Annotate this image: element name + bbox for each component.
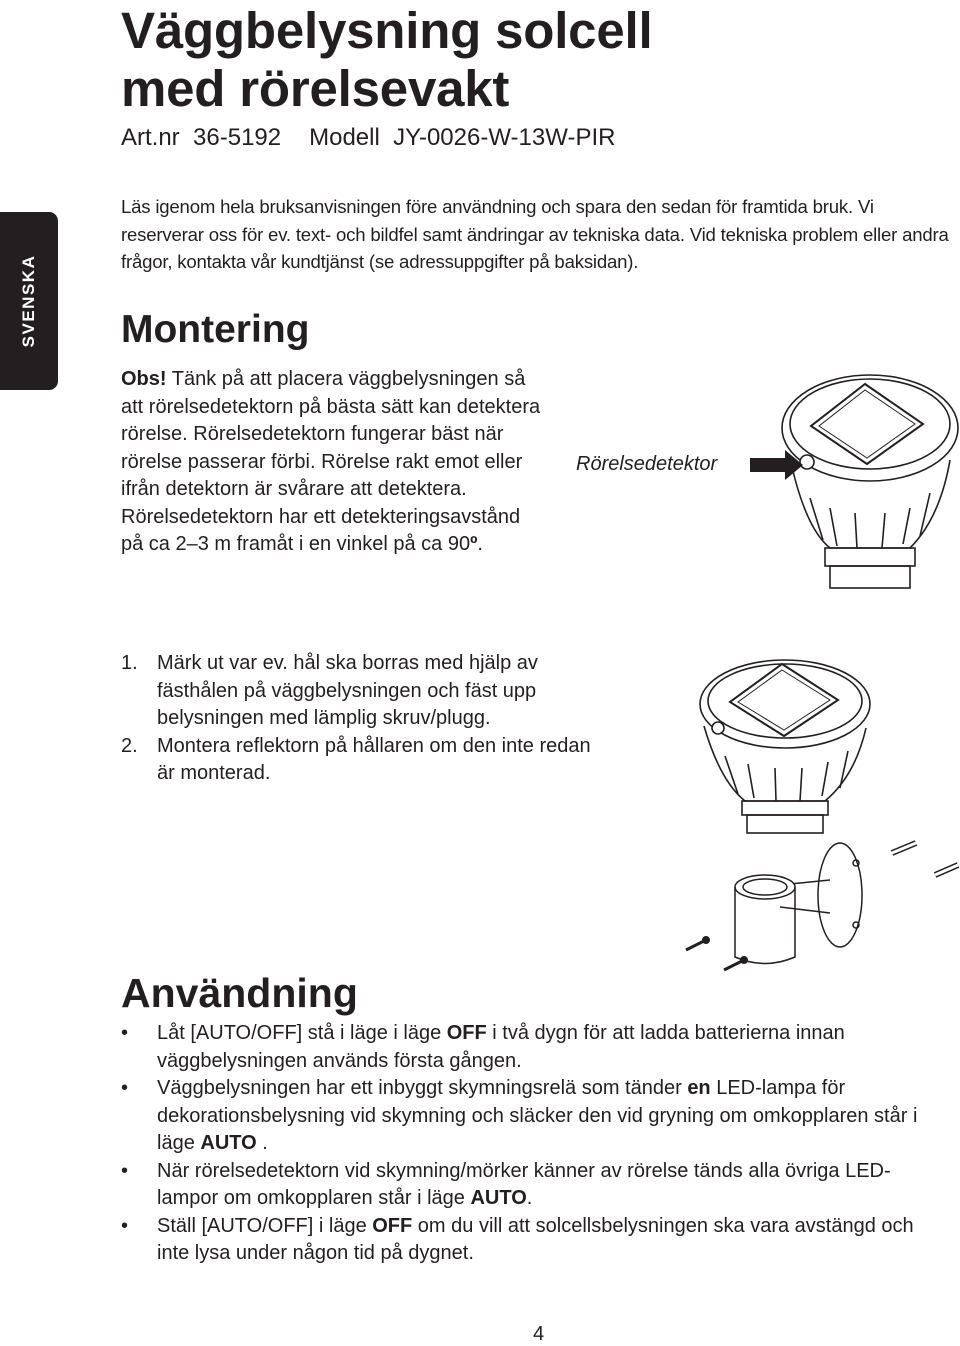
step-text: Montera reflektorn på hållaren om den inte redan är monterad. [157, 734, 591, 784]
usage-text: om du vill att solcellsbelysningen ska vara avstängd och inte lysa under någon tid på dygnet. [157, 1214, 914, 1264]
usage-bold: AUTO [470, 1187, 527, 1209]
page-title-line2: med rörelsevakt [121, 60, 510, 117]
usage-text: . [256, 1132, 268, 1154]
usage-text: Väggbelysningen har ett inbyggt skymningsrelä som tänder [157, 1077, 688, 1099]
list-item [121, 733, 591, 788]
lamp-detector-illustration [745, 368, 960, 593]
bullet: • [121, 1077, 129, 1099]
usage-bold: OFF [372, 1214, 413, 1237]
montering-heading: Montering [121, 308, 310, 351]
anvandning-heading: Användning [121, 970, 358, 1016]
usage-text: Ställ [AUTO/OFF] i läge [157, 1214, 373, 1237]
bullet: • [121, 1214, 129, 1237]
page-number: 4 [533, 1323, 545, 1345]
usage-text: Låt [AUTO/OFF] stå i läge i läge [157, 1022, 447, 1044]
step-number: 2. [121, 734, 138, 757]
art-label: Art.nr [121, 124, 180, 151]
usage-bold: AUTO [200, 1132, 257, 1154]
obs-label: Obs! [121, 368, 167, 390]
step-number: 1. [121, 652, 138, 674]
bullet: • [121, 1159, 129, 1182]
model-label: Modell [309, 124, 380, 151]
bullet: • [121, 1022, 129, 1044]
obs-text: Tänk på att placera väggbelysningen så att rörelsedetektorn på bästa sätt kan detektera rörelse. Rörelsedetektorn fungerar bäst när rörelse passerar förbi. Rörelse rakt emot eller ifrån detektorn är svårare att detektera. Rörelsedetektorn har ett detekteringsavstånd på ca 2–3 m framåt i en vinkel på ca 90 [121, 368, 541, 555]
motion-detector-label: Rörelsedetektor [576, 453, 718, 475]
lamp-head-illustration [690, 656, 875, 836]
language-tab-label: SVENSKA [19, 254, 38, 348]
bracket-screws-illustration [680, 825, 960, 985]
step-text: Märk ut var ev. hål ska borras med hjälp av fästhålen på väggbelysningen och fäst upp belysningen med lämplig skruv/plugg. [157, 652, 538, 729]
obs-end: . [477, 533, 483, 555]
obs-paragraph [121, 366, 541, 559]
usage-text: i två dygn för att ladda batterierna innan väggbelysningen används första gången. [157, 1022, 845, 1072]
product-ids [121, 124, 615, 152]
usage-bold: OFF [446, 1022, 487, 1044]
list-item [121, 1020, 951, 1075]
list-item [121, 1158, 951, 1213]
model-number: JY-0026-W-13W-PIR [393, 124, 616, 151]
obs-degree: º [470, 533, 478, 555]
art-number: 36-5192 [193, 124, 282, 151]
list-item [121, 1213, 951, 1268]
usage-text: LED-lampa för dekorationsbelysning vid skymning och släcker den vid gryning om omkopplaren står i läge [157, 1077, 918, 1154]
page-title-line1: Väggbelysning solcell [121, 2, 653, 59]
usage-text: När rörelsedetektorn vid skymning/mörker känner av rörelse tänds alla övriga LED-lampor om omkopplaren står i läge [157, 1159, 891, 1209]
usage-list [121, 1020, 951, 1268]
usage-text: . [526, 1187, 533, 1209]
page-title [121, 2, 652, 118]
list-item [121, 1075, 951, 1158]
language-tab [0, 212, 58, 390]
list-item [121, 650, 591, 733]
intro-text: Läs igenom hela bruksanvisningen före användning och spara den sedan för framtida bruk. Vi reserverar oss för ev. text- och bildfel samt ändringar av tekniska data. Vid tekniska problem eller andra frågor, kontakta vår kundtjänst (se adressuppgifter på baksidan). [121, 196, 949, 272]
mounting-steps [121, 650, 591, 788]
usage-bold: en [687, 1077, 711, 1099]
